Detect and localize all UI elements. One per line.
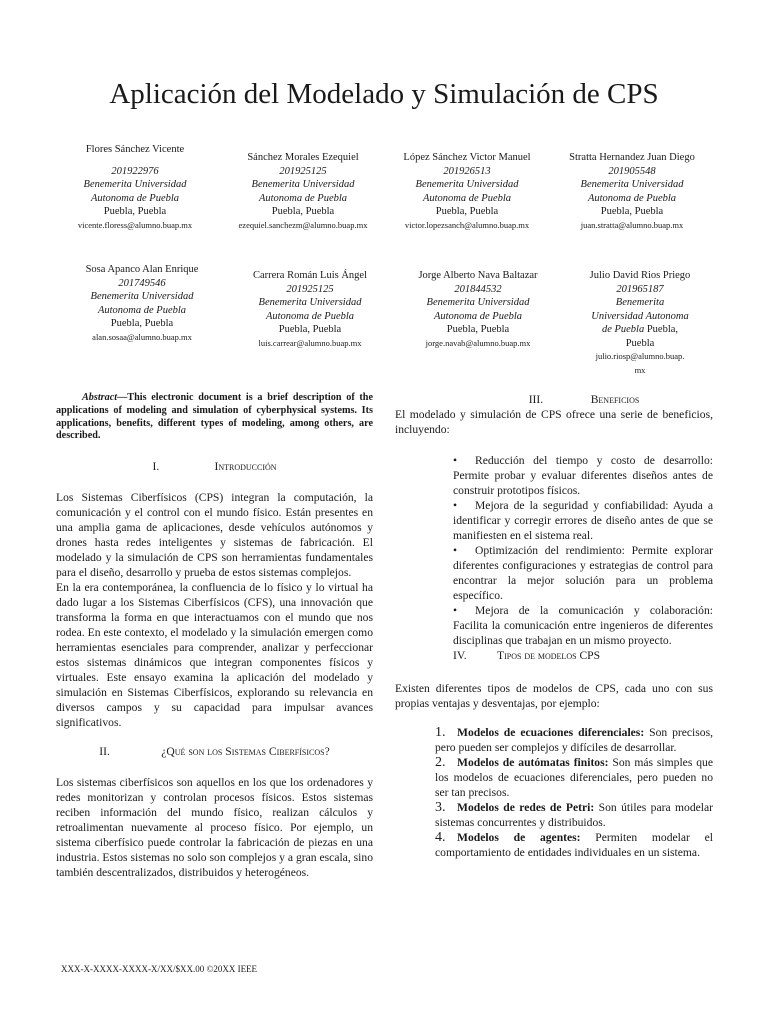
author-block — [566, 269, 714, 377]
author-email[interactable]: alan.sosaa@alumno.buap.mx — [92, 331, 192, 342]
section-number: IV. — [453, 649, 467, 662]
author-email[interactable]: jorge.navab@alumno.buap.mx — [425, 337, 531, 348]
author-block — [552, 151, 712, 232]
author-name: Julio David Rios Priego — [589, 270, 691, 281]
abstract-text: —This electronic document is a brief description of the applications of modeling and simulation of cyberphysical systems. Its applications, benefits, different types of modeling, among others, are described. — [56, 392, 373, 442]
author-block — [386, 151, 548, 232]
section-title: Introducción — [214, 460, 277, 474]
author-id: 201749546 — [118, 277, 166, 289]
author-email[interactable]: ezequiel.sanchezm@alumno.buap.mx — [238, 219, 368, 230]
author-block — [228, 269, 392, 350]
bullet-icon: • — [453, 454, 458, 467]
paragraph: Los Sistemas Ciberfísicos (CPS) integran la computación, la comunicación y el control con el mundo físico. Están presentes en una amplia gama de aplicaciones, desde vehículos autónomos y drones hasta redes inteligentes y sistemas de fabricación. El modelado y la simulación de CPS son herramientas fundamentales para el diseño, desarrollo y prueba de estos sistemas complejos. — [56, 491, 373, 580]
author-institution: de Puebla — [601, 324, 645, 335]
bullet-item: • Mejora de la seguridad y confiabilidad: Ayuda a identificar y corregir errores de diseño antes de que se manifiesten en el sistema real. — [453, 499, 713, 542]
paragraph: Los sistemas ciberfísicos son aquellos en los que los ordenadores y redes monitorizan y controlan procesos físicos. Estos sistemas reciben información del mundo físico, realizan cálculos y retroalimentan nuevamente al proceso físico. Por ejemplo, un sistema ciberfísico puede controlar la fabricación de piezas en una industria. Estos sistemas no solo son complejos y a gran escala, sino también descentralizados, distribuidos y heterogéneos. — [56, 776, 373, 880]
author-block — [222, 151, 384, 232]
author-block — [52, 143, 218, 232]
abstract-lead: Abstract — [82, 392, 118, 403]
author-city: Puebla — [625, 337, 655, 349]
bullet-item: • Optimización del rendimiento: Permite explorar diferentes configuraciones y estrategias de control para encontrar la mejor solución para un problema específico. — [453, 544, 713, 602]
paragraph: Existen diferentes tipos de modelos de CPS, cada uno con sus propias ventajas y desventajas, por ejemplo: — [395, 682, 713, 710]
paper-title: Aplicación del Modelado y Simulación de CPS — [109, 78, 659, 110]
author-city: Puebla, Puebla — [600, 206, 664, 217]
author-institution: Universidad Autonoma — [591, 310, 689, 322]
section-title: Beneficios — [590, 393, 640, 406]
right-column — [395, 392, 713, 860]
left-column — [56, 392, 373, 880]
author-city: Puebla, Puebla — [103, 206, 167, 217]
author-block — [396, 269, 560, 350]
author-institution: Benemerita Universidad — [258, 297, 362, 308]
author-name: López Sánchez Victor Manuel — [403, 152, 531, 163]
section-heading — [453, 648, 713, 663]
abstract — [56, 392, 373, 443]
list-item: 1. Modelos de ecuaciones diferenciales: Son precisos, pero pueden ser complejos y difíciles de desarrollar. — [435, 725, 713, 754]
author-email: mx — [634, 364, 646, 375]
author-id: 201844532 — [454, 283, 502, 295]
author-id: 201905548 — [608, 165, 656, 177]
section-title: ¿Qué son los Sistemas Ciberfísicos? — [161, 745, 330, 759]
bullet-icon: • — [453, 604, 458, 617]
bullet-icon: • — [453, 499, 458, 512]
author-email[interactable]: juan.stratta@alumno.buap.mx — [580, 219, 684, 230]
author-block — [60, 263, 224, 344]
author-id: 201922976 — [111, 165, 159, 177]
section-number: I. — [152, 460, 160, 474]
author-city: Puebla, Puebla — [446, 324, 510, 335]
section-heading — [395, 392, 713, 407]
section-title: Tipos de modelos CPS — [497, 649, 601, 662]
author-institution: Autonoma de Puebla — [97, 304, 187, 316]
author-city: Puebla, Puebla — [110, 318, 174, 329]
author-city: Puebla, Puebla — [278, 324, 342, 335]
author-email[interactable]: luis.carrear@alumno.buap.mx — [258, 337, 362, 348]
paragraph: El modelado y simulación de CPS ofrece una serie de beneficios, incluyendo: — [395, 408, 713, 436]
author-institution: Benemerita Universidad — [415, 179, 519, 190]
author-institution: Autonoma de Puebla — [433, 310, 523, 322]
author-institution: Benemerita Universidad — [251, 179, 355, 190]
author-id: 201965187 — [616, 283, 664, 295]
author-institution: Autonoma de Puebla — [422, 192, 512, 204]
author-name: Carrera Román Luis Ángel — [252, 270, 367, 281]
author-name: Jorge Alberto Nava Baltazar — [418, 270, 538, 281]
author-institution: Benemerita Universidad — [83, 179, 187, 190]
author-email[interactable]: julio.riosp@alumno.buap. — [595, 351, 685, 361]
section-heading — [56, 459, 373, 474]
author-institution: Autonoma de Puebla — [265, 310, 355, 322]
author-city: Puebla, Puebla — [271, 206, 335, 217]
author-email[interactable]: victor.lopezsanch@alumno.buap.mx — [404, 219, 530, 230]
section-number: II. — [99, 745, 110, 759]
author-name: Flores Sánchez Vicente — [85, 144, 185, 155]
list-item: 4. Modelos de agentes: Permiten modelar el comportamiento de entidades individuales en un sistema. — [435, 830, 713, 859]
section-number: III. — [528, 393, 544, 406]
author-institution: Benemerita Universidad — [90, 291, 194, 302]
bullet-item: • Reducción del tiempo y costo de desarrollo: Permite probar y evaluar diferentes diseños antes de construir prototipos físicos. — [453, 454, 713, 497]
author-institution: Autonoma de Puebla — [90, 192, 180, 204]
list-item: 2. Modelos de autómatas finitos: Son más simples que los modelos de ecuaciones diferenciales, pero pueden no ser tan precisos. — [435, 755, 713, 799]
section-heading — [56, 744, 373, 759]
author-institution: Autonoma de Puebla — [258, 192, 348, 204]
bullet-item: • Mejora de la comunicación y colaboración: Facilita la comunicación entre ingenieros de diferentes disciplinas que trabajan en un mismo proyecto. — [453, 604, 713, 647]
list-item: 3. Modelos de redes de Petri: Son útiles para modelar sistemas concurrentes y distribuidos. — [435, 800, 713, 829]
author-id: 201925125 — [286, 283, 334, 295]
author-id: 201926513 — [443, 165, 491, 177]
author-name: Sánchez Morales Ezequiel — [247, 152, 359, 163]
paragraph: En la era contemporánea, la confluencia de lo físico y lo virtual ha dado lugar a los Sistemas Ciberfísicos (CFS), una innovación que transforma la forma en que interactuamos con el mundo que nos rodea. En este contexto, el modelado y la simulación emergen como herramientas esenciales para comprender, analizar y perfeccionar estos sistemas dinámicos que integran componentes físicos y virtuales. Este ensayo examina la aplicación del modelado y simulación en Sistemas Ciberfísicos, explorando su relevancia en diversos campos y su capacidad para impulsar avances significativos. — [56, 581, 373, 730]
copyright-footer: XXX-X-XXXX-XXXX-X/XX/$XX.00 ©20XX IEEE — [61, 964, 258, 974]
author-city: Puebla, Puebla — [435, 206, 499, 217]
author-city: Puebla, — [644, 324, 679, 335]
author-institution: Benemerita — [615, 297, 665, 308]
author-institution: Benemerita Universidad — [580, 179, 684, 190]
author-institution: Benemerita Universidad — [426, 297, 530, 308]
author-email[interactable]: vicente.floress@alumno.buap.mx — [77, 219, 193, 230]
author-institution: Autonoma de Puebla — [587, 192, 677, 204]
bullet-icon: • — [453, 544, 458, 557]
author-name: Stratta Hernandez Juan Diego — [569, 152, 695, 163]
author-id: 201925125 — [279, 165, 327, 177]
author-name: Sosa Apanco Alan Enrique — [85, 264, 199, 275]
